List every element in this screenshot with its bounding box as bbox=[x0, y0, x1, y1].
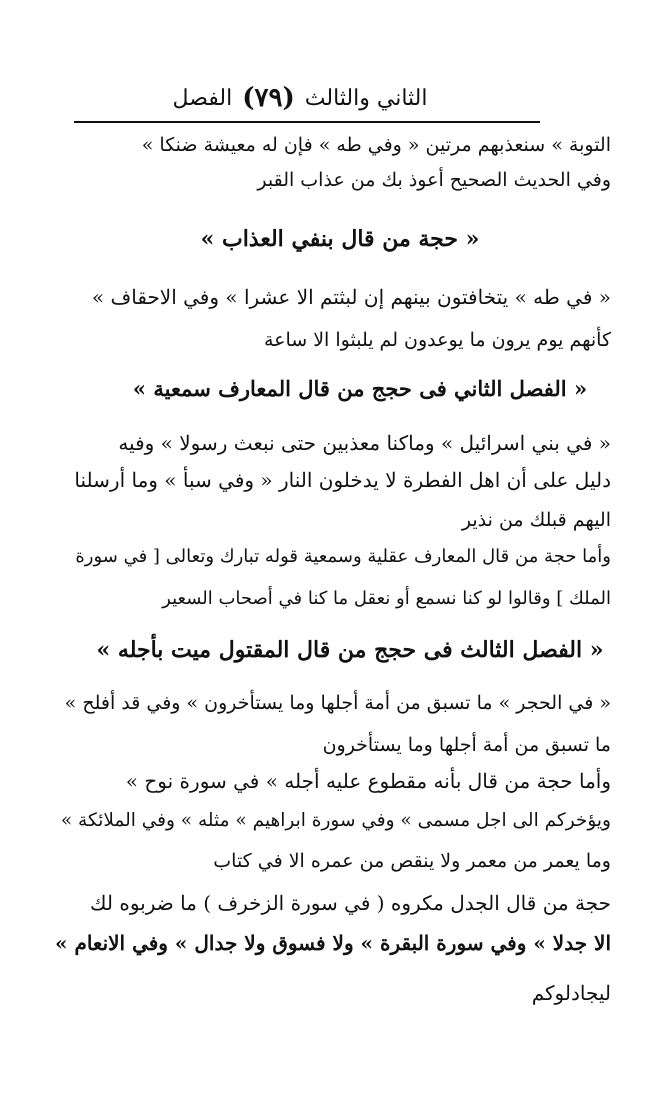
header-chapter-title: الثاني والثالث bbox=[304, 85, 428, 111]
header-chapter-label: الفصل bbox=[172, 85, 233, 111]
page-number: (٧٩) bbox=[242, 83, 295, 113]
text-line: الا جدلا » وفي سورة البقرة » ولا فسوق ولا جدال » وفي الانعام » bbox=[54, 931, 611, 955]
text-line: وأما حجة من قال المعارف عقلية وسمعية قوله تبارك وتعالى [ في سورة bbox=[75, 546, 611, 567]
text-line: وفي الحديث الصحيح أعوذ بك من عذاب القبر bbox=[257, 169, 611, 191]
text-line: دليل على أن اهل الفطرة لا يدخلون النار « وفي سبأ » وما أرسلنا bbox=[74, 468, 611, 492]
text-line: « في طه » يتخافتون بينهم إن لبثتم الا عشرا » وفي الاحقاف » bbox=[91, 285, 611, 309]
text-line: اليهم قبلك من نذير bbox=[461, 509, 611, 531]
text-line: حجة من قال الجدل مكروه ( في سورة الزخرف ) ما ضربوه لك bbox=[90, 891, 611, 915]
text-line: كأنهم يوم يرون ما يوعدون لم يلبثوا الا ساعة bbox=[263, 329, 611, 351]
text-line: ويؤخركم الى اجل مسمى » وفي سورة ابراهيم » مثله » وفي الملائكة » bbox=[60, 810, 611, 831]
text-line: ما تسبق من أمة أجلها وما يستأخرون bbox=[322, 734, 611, 756]
header-divider bbox=[74, 121, 540, 123]
section-heading: « حجة من قال بنفي العذاب » bbox=[200, 226, 480, 252]
text-line: ليجادلوكم bbox=[531, 981, 611, 1005]
text-line: وما يعمر من معمر ولا ينقص من عمره الا في كتاب bbox=[213, 850, 611, 872]
text-line: وأما حجة من قال بأنه مقطوع عليه أجله » في سورة نوح » bbox=[125, 769, 611, 793]
text-line: التوبة » سنعذبهم مرتين « وفي طه » فإن له معيشة ضنكا » bbox=[141, 134, 611, 156]
page-header bbox=[70, 78, 530, 118]
text-line: « في بني اسرائيل » وماكنا معذبين حتى نبعث رسولا » وفيه bbox=[118, 431, 611, 455]
text-line: الملك ] وقالوا لو كنا نسمع أو نعقل ما كنا في أصحاب السعير bbox=[162, 588, 611, 609]
section-heading: « الفصل الثالث فى حجج من قال المقتول ميت بأجله » bbox=[96, 637, 604, 663]
text-line: « في الحجر » ما تسبق من أمة أجلها وما يستأخرون » وفي قد أفلح » bbox=[64, 692, 611, 714]
section-heading: « الفصل الثاني فى حجج من قال المعارف سمعية » bbox=[132, 376, 588, 401]
